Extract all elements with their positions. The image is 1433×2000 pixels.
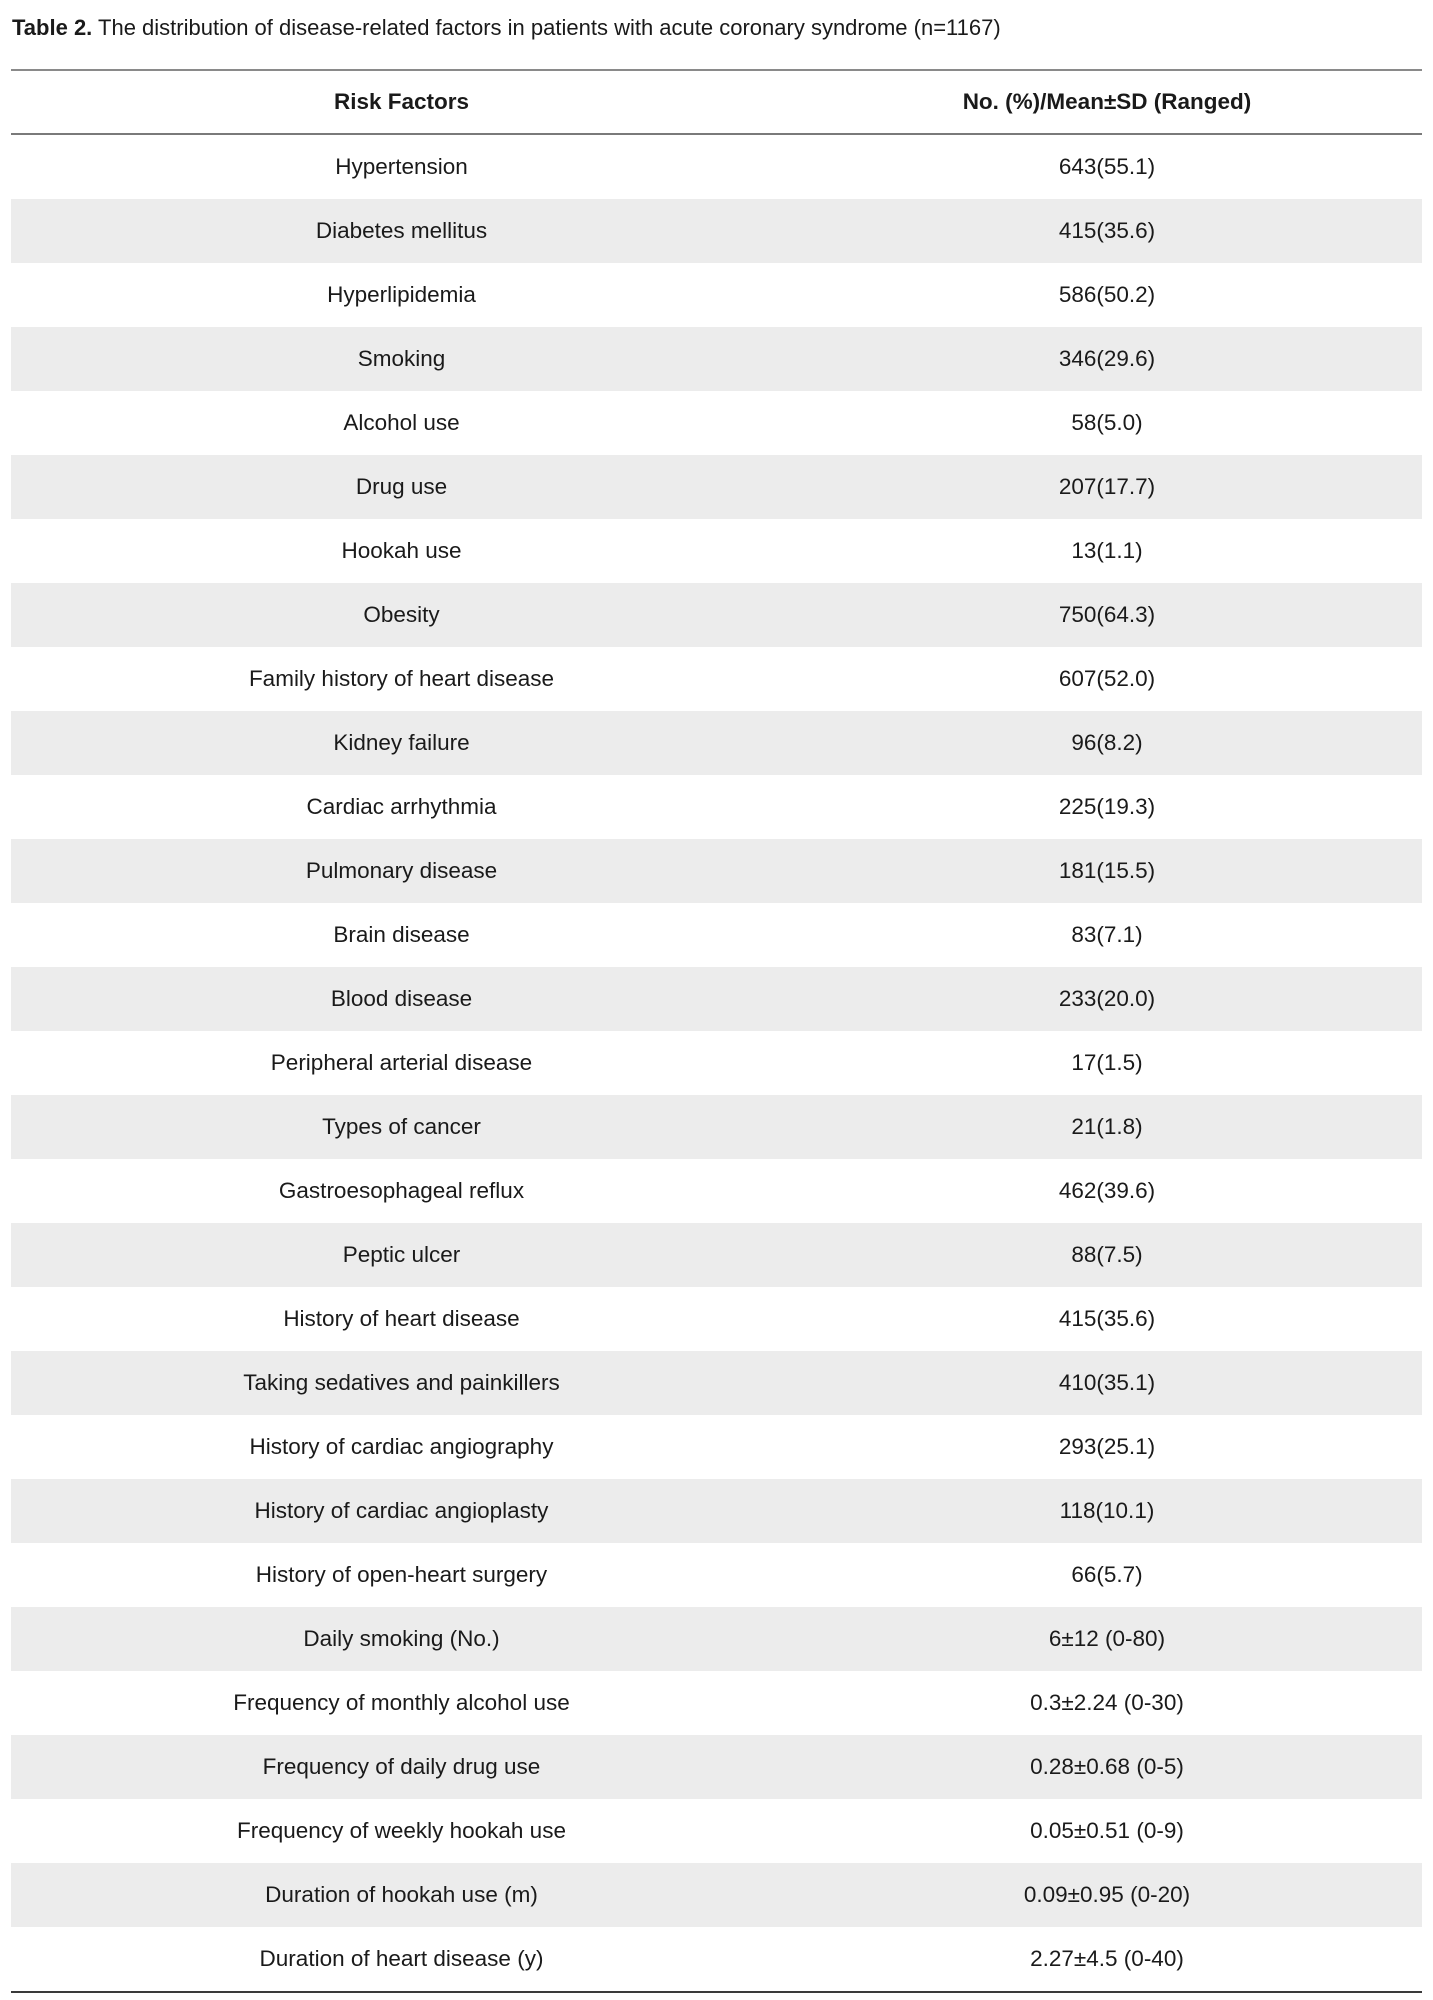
table-row: [11, 135, 1422, 199]
value-cell: 0.28±0.68 (0-5): [1030, 1754, 1184, 1779]
table-row: [11, 839, 1422, 903]
value-cell: 750(64.3): [1058, 602, 1156, 627]
table-caption-text: The distribution of disease-related factors in patients with acute coronary syndrome (n=1167): [98, 15, 1001, 40]
table-row: [11, 519, 1422, 583]
value-cell: 410(35.1): [1058, 1370, 1156, 1395]
table-row: [11, 967, 1422, 1031]
risk-factor-cell: History of cardiac angiography: [249, 1434, 554, 1459]
risk-factor-cell: Taking sedatives and painkillers: [243, 1370, 560, 1395]
table-row: [11, 1287, 1422, 1351]
risk-factor-cell: Obesity: [363, 602, 440, 627]
risk-factor-cell: Frequency of daily drug use: [262, 1754, 541, 1779]
table-bottom-rule: [11, 1991, 1422, 1993]
risk-factor-cell: Peptic ulcer: [342, 1242, 461, 1267]
table-row: [11, 1479, 1422, 1543]
risk-factor-cell: Peripheral arterial disease: [270, 1050, 533, 1075]
risk-factor-cell: History of cardiac angioplasty: [254, 1498, 549, 1523]
value-cell: 225(19.3): [1058, 794, 1156, 819]
table-row: [11, 391, 1422, 455]
table-row: [11, 1863, 1422, 1927]
table-row: [11, 1351, 1422, 1415]
table-caption: [12, 12, 1001, 44]
risk-factor-cell: Alcohol use: [343, 410, 460, 435]
risk-factor-cell: Daily smoking (No.): [303, 1626, 500, 1651]
table-row: [11, 903, 1422, 967]
value-cell: 415(35.6): [1058, 218, 1156, 243]
risk-factor-cell: Family history of heart disease: [248, 666, 555, 691]
table-row: [11, 1415, 1422, 1479]
value-cell: 0.09±0.95 (0-20): [1023, 1882, 1191, 1907]
table-body: [11, 135, 1422, 1991]
risk-factor-cell: Frequency of weekly hookah use: [237, 1818, 566, 1843]
table-row: [11, 327, 1422, 391]
risk-factor-cell: Diabetes mellitus: [315, 218, 488, 243]
table-row: [11, 1927, 1422, 1991]
table-row: [11, 1223, 1422, 1287]
table-row: [11, 711, 1422, 775]
table-header-row: [11, 71, 1422, 133]
table-row: [11, 775, 1422, 839]
risk-factor-cell: Smoking: [357, 346, 446, 371]
table-row: [11, 647, 1422, 711]
value-cell: 21(1.8): [1071, 1114, 1143, 1139]
value-cell: 6±12 (0-80): [1048, 1626, 1166, 1651]
value-cell: 181(15.5): [1058, 858, 1156, 883]
risk-factor-cell: Brain disease: [333, 922, 470, 947]
risk-factor-cell: Duration of hookah use (m): [265, 1882, 538, 1907]
risk-factor-cell: Drug use: [355, 474, 448, 499]
value-cell: 293(25.1): [1058, 1434, 1156, 1459]
table-row: [11, 1543, 1422, 1607]
value-cell: 0.3±2.24 (0-30): [1030, 1690, 1184, 1715]
value-cell: 83(7.1): [1071, 922, 1143, 947]
table-row: [11, 1031, 1422, 1095]
value-cell: 643(55.1): [1058, 154, 1156, 179]
value-cell: 118(10.1): [1059, 1498, 1155, 1523]
header-risk-factors: Risk Factors: [333, 89, 470, 114]
table-row: [11, 199, 1422, 263]
value-cell: 462(39.6): [1058, 1178, 1156, 1203]
table-row: [11, 1735, 1422, 1799]
table-row: [11, 1607, 1422, 1671]
risk-factor-cell: Kidney failure: [333, 730, 470, 755]
table-row: [11, 583, 1422, 647]
value-cell: 415(35.6): [1058, 1306, 1156, 1331]
risk-factor-cell: History of heart disease: [283, 1306, 520, 1331]
value-cell: 586(50.2): [1058, 282, 1156, 307]
value-cell: 58(5.0): [1071, 410, 1143, 435]
value-cell: 17(1.5): [1071, 1050, 1143, 1075]
value-cell: 13(1.1): [1071, 538, 1143, 563]
risk-factor-cell: History of open-heart surgery: [255, 1562, 548, 1587]
risk-factor-cell: Frequency of monthly alcohol use: [233, 1690, 570, 1715]
value-cell: 0.05±0.51 (0-9): [1030, 1818, 1184, 1843]
risk-factor-cell: Hookah use: [341, 538, 462, 563]
value-cell: 96(8.2): [1071, 730, 1143, 755]
value-cell: 233(20.0): [1058, 986, 1156, 1011]
value-cell: 2.27±4.5 (0-40): [1030, 1946, 1184, 1971]
risk-factors-table: [11, 69, 1422, 1993]
risk-factor-cell: Hypertension: [335, 154, 468, 179]
table-row: [11, 1159, 1422, 1223]
risk-factor-cell: Cardiac arrhythmia: [306, 794, 497, 819]
value-cell: 88(7.5): [1071, 1242, 1143, 1267]
table-caption-label: Table 2.: [12, 15, 93, 40]
table-row: [11, 1095, 1422, 1159]
value-cell: 346(29.6): [1058, 346, 1156, 371]
risk-factor-cell: Duration of heart disease (y): [259, 1946, 544, 1971]
table-row: [11, 455, 1422, 519]
value-cell: 66(5.7): [1071, 1562, 1143, 1587]
risk-factor-cell: Pulmonary disease: [305, 858, 498, 883]
table-row: [11, 1799, 1422, 1863]
risk-factor-cell: Gastroesophageal reflux: [278, 1178, 525, 1203]
risk-factor-cell: Types of cancer: [322, 1114, 481, 1139]
risk-factor-cell: Hyperlipidemia: [327, 282, 476, 307]
value-cell: 207(17.7): [1058, 474, 1156, 499]
risk-factor-cell: Blood disease: [330, 986, 473, 1011]
table-row: [11, 1671, 1422, 1735]
value-cell: 607(52.0): [1058, 666, 1156, 691]
header-value: No. (%)/Mean±SD (Ranged): [962, 89, 1252, 114]
table-row: [11, 263, 1422, 327]
